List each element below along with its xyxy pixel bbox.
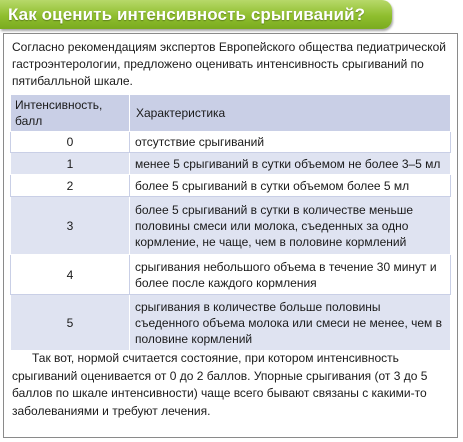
- content-box: [3, 33, 458, 438]
- score-cell: 3: [11, 197, 130, 255]
- table-row: [11, 197, 451, 255]
- header-description: Характеристика: [130, 95, 451, 132]
- table-row: [11, 255, 451, 295]
- score-cell: 4: [11, 255, 130, 295]
- intensity-table: [10, 94, 451, 351]
- header-score: Интенсивность, балл: [11, 95, 130, 132]
- table-row: [11, 132, 451, 153]
- table-row: [11, 295, 451, 351]
- table-header-row: [11, 95, 451, 132]
- score-cell: 5: [11, 295, 130, 351]
- score-cell: 0: [11, 132, 130, 153]
- table-row: [11, 153, 451, 175]
- page-title: Как оценить интенсивность срыгиваний?: [8, 4, 366, 24]
- description-cell: более 5 срыгиваний в сутки объемом более 5 мл: [130, 175, 451, 197]
- intro-paragraph: Согласно рекомендациям экспертов Европейского общества педиатрической гастроэнтерологии, предложено оценивать интенсивность срыгиваний по пятибалльной шкале.: [12, 40, 446, 88]
- title-banner: [0, 0, 392, 29]
- score-cell: 2: [11, 175, 130, 197]
- description-cell: отсутствие срыгиваний: [130, 132, 451, 153]
- conclusion-paragraph: Так вот, нормой считается состояние, при котором интенсивность срыгиваний оценивается от 0 до 2 баллов. Упорные срыгивания (от 3 до 5 баллов по шкале интенсивности) чаще всего бывают связаны с какими-то заболеваниями и требуют лечения.: [12, 351, 428, 418]
- table-row: [11, 175, 451, 197]
- description-cell: более 5 срыгиваний в сутки в количестве меньше половины смеси или молока, съеденных за одно кормление, не чаще, чем в половине кормлений: [130, 197, 451, 255]
- description-cell: срыгивания небольшого объема в течение 30 минут и более после каждого кормления: [130, 255, 451, 295]
- description-cell: срыгивания в количестве больше половины съеденного объема молока или смеси не менее, чем в половине кормлений: [130, 295, 451, 351]
- score-cell: 1: [11, 153, 130, 175]
- description-cell: менее 5 срыгиваний в сутки объемом не более 3–5 мл: [130, 153, 451, 175]
